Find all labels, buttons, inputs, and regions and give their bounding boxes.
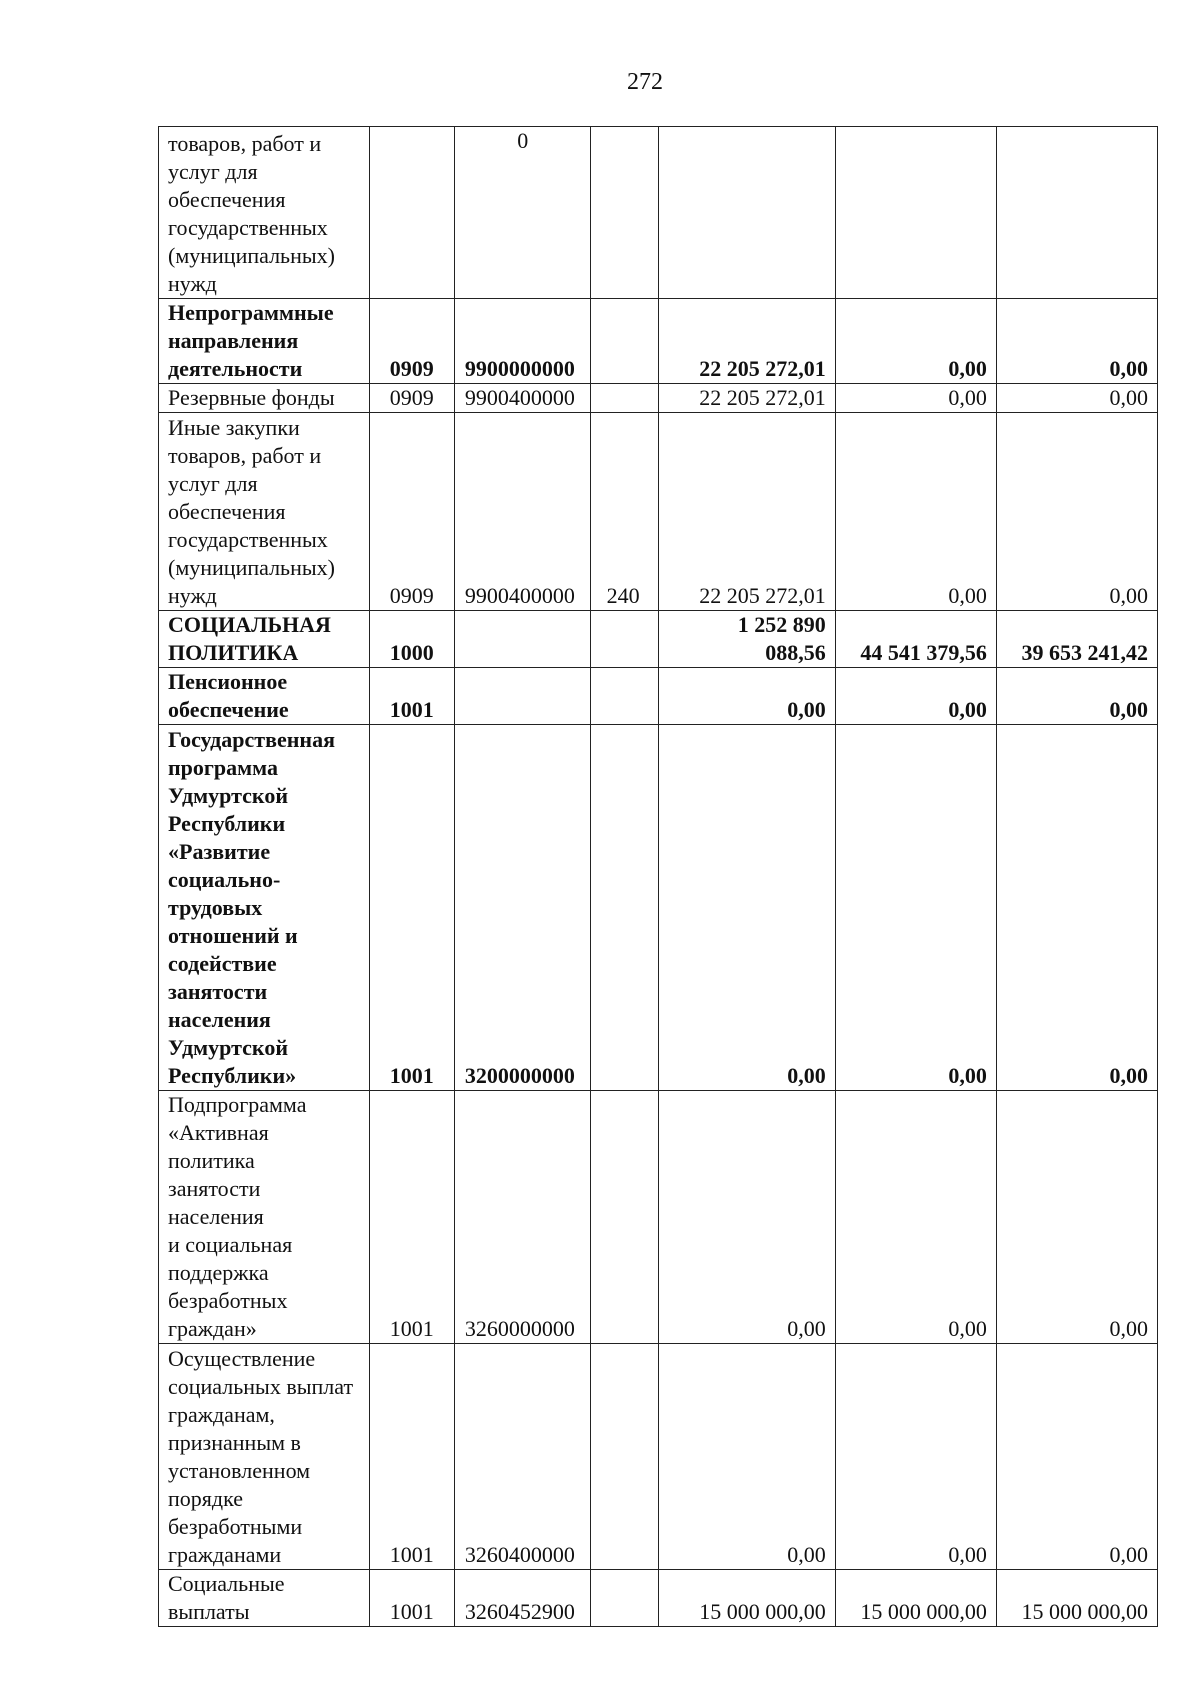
page-number: 272: [627, 69, 663, 95]
amount-2: [835, 127, 996, 299]
table-row: [159, 413, 1158, 611]
amount-2: 44 541 379,56: [835, 611, 996, 668]
target-article-code: 9900400000: [454, 384, 590, 413]
expense-type-code: [590, 127, 659, 299]
amount-1: 22 205 272,01: [659, 413, 835, 611]
section-code: 0909: [369, 384, 454, 413]
item-name: Осуществление социальных выплат гражданам, признанным в установленном порядке безработными гражданами: [159, 1344, 370, 1570]
amount-3: 39 653 241,42: [996, 611, 1157, 668]
section-code: 1000: [369, 611, 454, 668]
item-name: товаров, работ и услуг для обеспечения государственных (муниципальных) нужд: [159, 127, 370, 299]
section-code: 1001: [369, 1344, 454, 1570]
amount-3: 0,00: [996, 1091, 1157, 1344]
amount-2: 0,00: [835, 299, 996, 384]
table-row: [159, 1570, 1158, 1627]
amount-1: [659, 127, 835, 299]
expense-type-code: 240: [590, 413, 659, 611]
section-code: [369, 127, 454, 299]
amount-2: 0,00: [835, 413, 996, 611]
amount-1: 1 252 890 088,56: [659, 611, 835, 668]
table-row: [159, 299, 1158, 384]
expense-type-code: [590, 1091, 659, 1344]
amount-2: 0,00: [835, 1344, 996, 1570]
target-article-code: [454, 611, 590, 668]
section-code: 1001: [369, 725, 454, 1091]
amount-3: 0,00: [996, 413, 1157, 611]
amount-3: [996, 127, 1157, 299]
table-row: [159, 384, 1158, 413]
table-row: [159, 1091, 1158, 1344]
item-name: Социальные выплаты: [159, 1570, 370, 1627]
target-article-code: 3200000000: [454, 725, 590, 1091]
target-article-code: 0: [454, 127, 590, 299]
amount-1: 0,00: [659, 725, 835, 1091]
target-article-code: 9900400000: [454, 413, 590, 611]
table-row: [159, 668, 1158, 725]
target-article-code: [454, 668, 590, 725]
budget-table: [158, 126, 1158, 1627]
amount-3: 0,00: [996, 299, 1157, 384]
amount-2: 0,00: [835, 1091, 996, 1344]
table-row: [159, 611, 1158, 668]
amount-3: 0,00: [996, 1344, 1157, 1570]
expense-type-code: [590, 725, 659, 1091]
item-name: Пенсионное обеспечение: [159, 668, 370, 725]
item-name: Иные закупки товаров, работ и услуг для обеспечения государственных (муниципальных) нужд: [159, 413, 370, 611]
section-code: 0909: [369, 413, 454, 611]
section-code: 1001: [369, 668, 454, 725]
expense-type-code: [590, 1570, 659, 1627]
amount-3: 0,00: [996, 668, 1157, 725]
expense-type-code: [590, 1344, 659, 1570]
amount-1: 0,00: [659, 1091, 835, 1344]
amount-1: 22 205 272,01: [659, 299, 835, 384]
section-code: 0909: [369, 299, 454, 384]
item-name: Резервные фонды: [159, 384, 370, 413]
item-name: Государственная программа Удмуртской Республики «Развитие социально- трудовых отношений и содействие занятости населения Удмуртской Республики»: [159, 725, 370, 1091]
item-name: Непрограммные направления деятельности: [159, 299, 370, 384]
expense-type-code: [590, 384, 659, 413]
amount-1: 0,00: [659, 668, 835, 725]
amount-3: 0,00: [996, 725, 1157, 1091]
amount-2: 15 000 000,00: [835, 1570, 996, 1627]
table-row: [159, 725, 1158, 1091]
table-row: [159, 127, 1158, 299]
amount-2: 0,00: [835, 384, 996, 413]
table-row: [159, 1344, 1158, 1570]
target-article-code: 9900000000: [454, 299, 590, 384]
target-article-code: 3260000000: [454, 1091, 590, 1344]
section-code: 1001: [369, 1091, 454, 1344]
item-name: Подпрограмма «Активная политика занятости населения и социальная поддержка безработных граждан»: [159, 1091, 370, 1344]
expense-type-code: [590, 668, 659, 725]
target-article-code: 3260400000: [454, 1344, 590, 1570]
section-code: 1001: [369, 1570, 454, 1627]
amount-2: 0,00: [835, 668, 996, 725]
amount-1: 15 000 000,00: [659, 1570, 835, 1627]
amount-3: 15 000 000,00: [996, 1570, 1157, 1627]
amount-2: 0,00: [835, 725, 996, 1091]
expense-type-code: [590, 299, 659, 384]
amount-3: 0,00: [996, 384, 1157, 413]
expense-type-code: [590, 611, 659, 668]
item-name: СОЦИАЛЬНАЯ ПОЛИТИКА: [159, 611, 370, 668]
target-article-code: 3260452900: [454, 1570, 590, 1627]
amount-1: 0,00: [659, 1344, 835, 1570]
amount-1: 22 205 272,01: [659, 384, 835, 413]
